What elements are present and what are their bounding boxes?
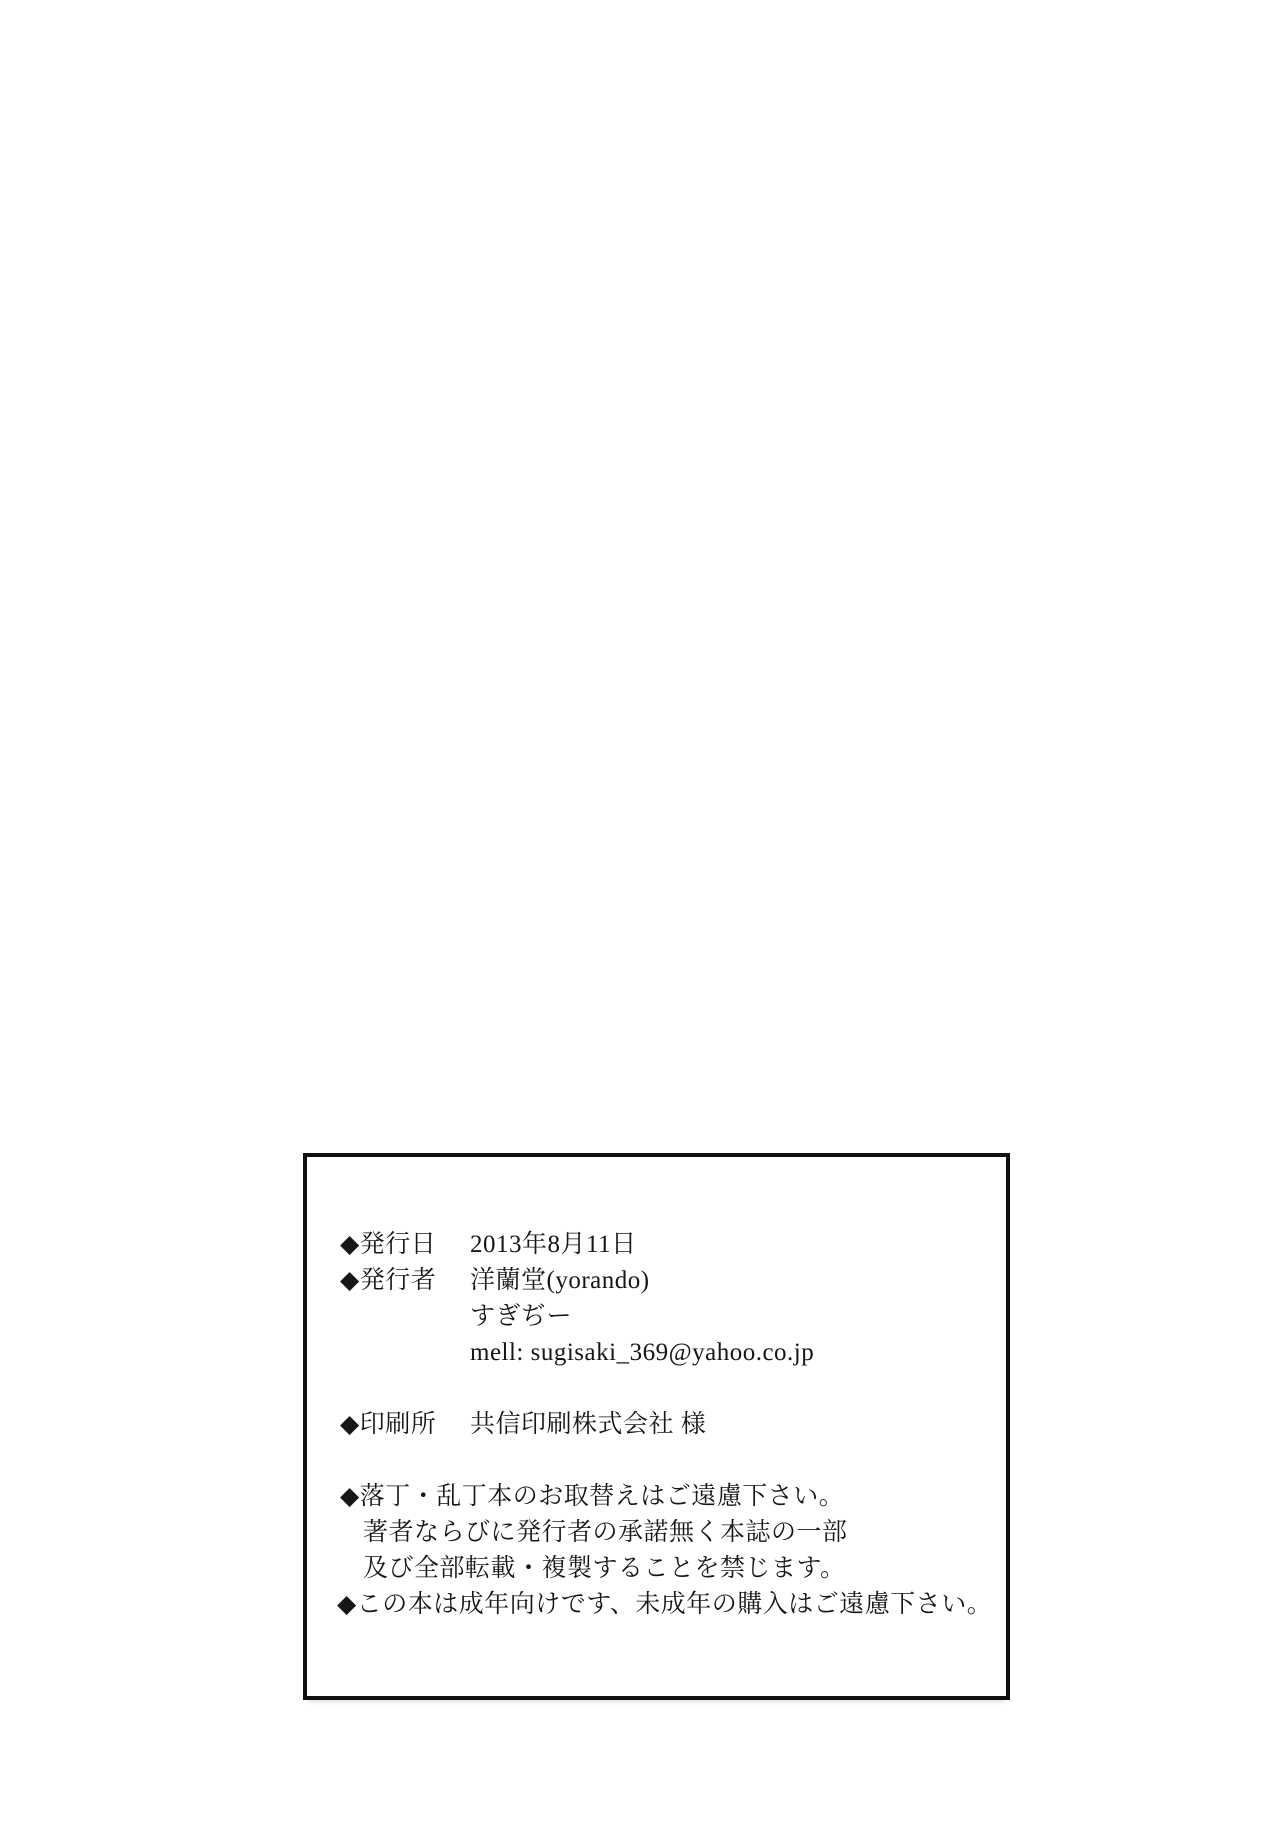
- publisher-row: [340, 1263, 1006, 1299]
- section-gap: [307, 1443, 1006, 1479]
- publisher-author-row: [470, 1299, 1006, 1335]
- publish-date-label: ◆発行日: [340, 1231, 437, 1258]
- section-gap: [307, 1371, 1006, 1407]
- publish-date-value: 2013年8月11日: [470, 1231, 637, 1258]
- publisher-author-name: すぎぢー: [470, 1303, 573, 1330]
- notice-text: 及び全部転載・複製することを禁じます。: [363, 1555, 846, 1582]
- printer-row: [340, 1407, 1006, 1443]
- publish-date-row: [340, 1227, 1006, 1263]
- notice-line: [363, 1551, 1006, 1587]
- notice-line: [363, 1515, 1006, 1551]
- publisher-email-row: [470, 1335, 1006, 1371]
- notice-line: [337, 1587, 1006, 1623]
- notice-text: 著者ならびに発行者の承諾無く本誌の一部: [363, 1519, 848, 1546]
- publisher-circle-name: 洋蘭堂(yorando): [470, 1267, 650, 1294]
- printer-value: 共信印刷株式会社 様: [470, 1411, 707, 1438]
- publisher-email-text: mell: sugisaki_369@yahoo.co.jp: [470, 1339, 815, 1366]
- colophon-box: [303, 1153, 1010, 1700]
- publisher-label: ◆発行者: [340, 1267, 437, 1294]
- notice-line: [340, 1479, 1006, 1515]
- notice-text: ◆落丁・乱丁本のお取替えはご遠慮下さい。: [340, 1483, 845, 1510]
- printer-label: ◆印刷所: [340, 1411, 437, 1438]
- notice-text: ◆この本は成年向けです、未成年の購入はご遠慮下さい。: [337, 1591, 993, 1618]
